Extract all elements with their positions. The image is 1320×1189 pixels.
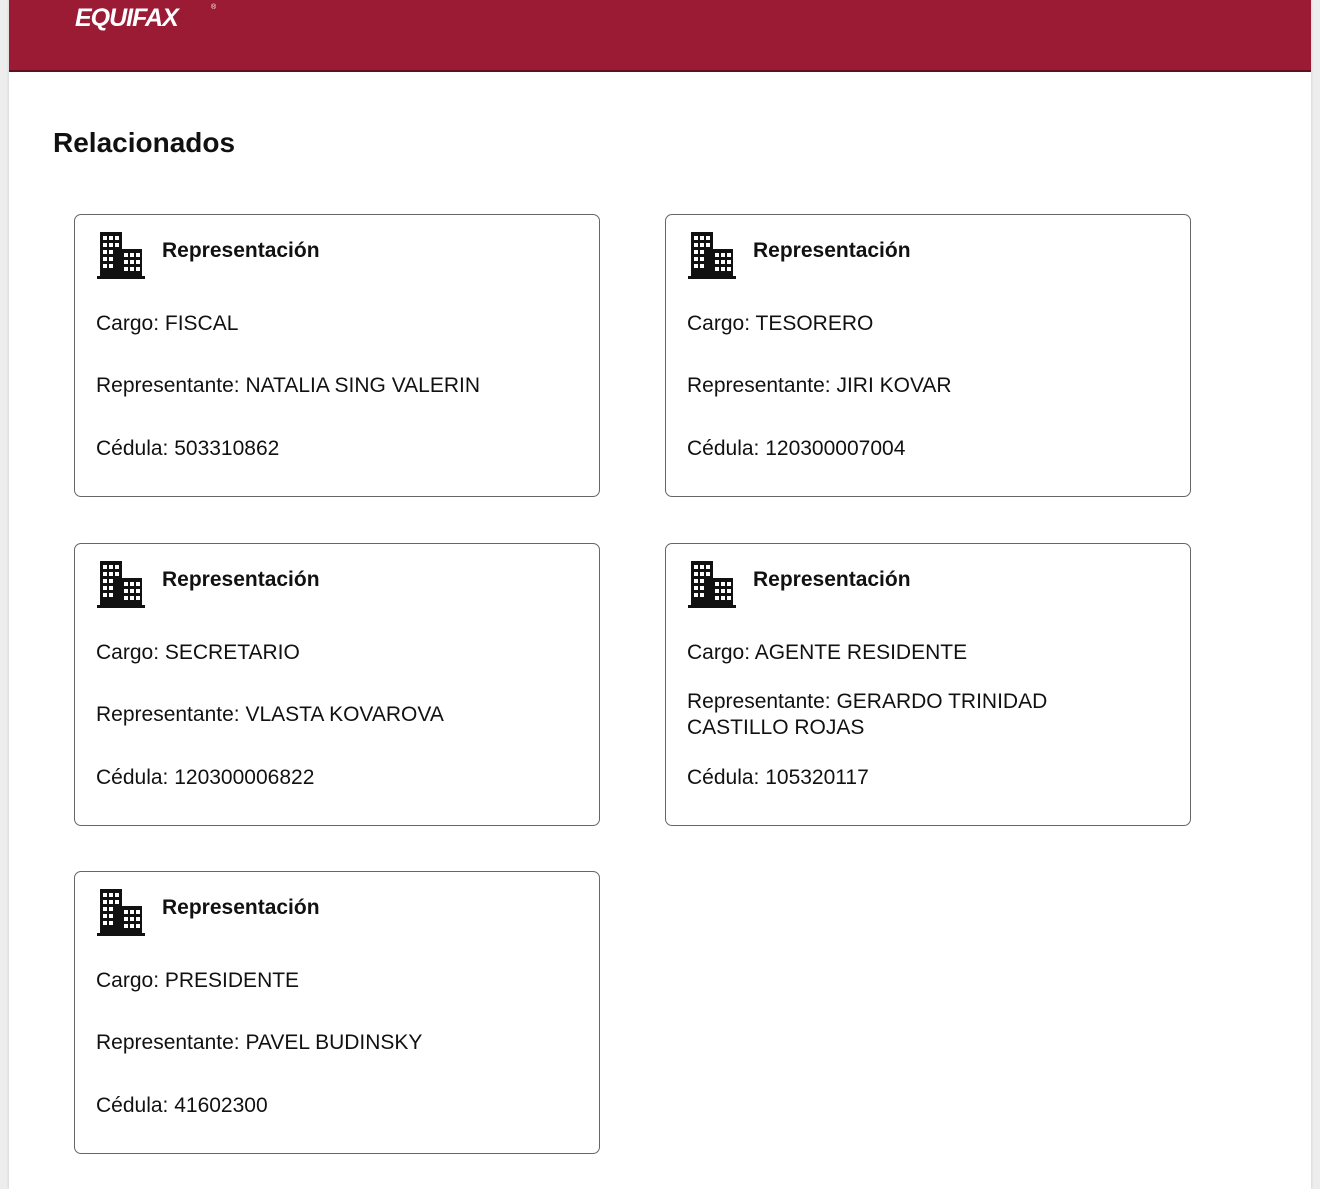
cedula-line: [96, 436, 576, 462]
representante-label: Representante:: [96, 1031, 246, 1054]
cargo-line: [96, 311, 576, 337]
cargo-value: SECRETARIO: [164, 641, 300, 664]
cargo-label: Cargo:: [96, 969, 165, 992]
representante-line: [687, 373, 1167, 399]
cargo-value: TESORERO: [755, 312, 874, 335]
cargo-line: [687, 311, 1167, 337]
representante-line: [96, 1030, 576, 1056]
building-icon: [96, 559, 146, 609]
related-card: [74, 871, 600, 1154]
representante-value: NATALIA SING VALERIN: [245, 374, 481, 397]
card-title: Representación: [753, 568, 911, 591]
cedula-label: Cédula:: [687, 437, 766, 460]
related-card: [665, 543, 1191, 826]
related-card: [74, 543, 600, 826]
representante-value: GERARDO TRINIDAD CASTILLO ROJAS: [687, 690, 1048, 739]
building-icon: [687, 230, 737, 280]
cedula-line: [96, 765, 576, 791]
representante-value: JIRI KOVAR: [836, 374, 952, 397]
section-title: Relacionados: [53, 127, 236, 158]
cargo-label: Cargo:: [96, 312, 165, 335]
cargo-value: FISCAL: [164, 312, 239, 335]
building-icon: [96, 230, 146, 280]
representante-label: Representante:: [96, 374, 246, 397]
representante-value: VLASTA KOVAROVA: [245, 703, 444, 726]
cedula-line: [96, 1093, 576, 1119]
representante-line: [96, 702, 576, 728]
cargo-line: [96, 640, 576, 666]
cargo-label: Cargo:: [687, 312, 756, 335]
representante-label: Representante:: [687, 374, 837, 397]
card-header: [96, 886, 320, 938]
cedula-label: Cédula:: [96, 766, 175, 789]
cedula-value: 41602300: [174, 1094, 268, 1117]
registered-mark: ®: [211, 4, 217, 11]
building-icon: [687, 559, 737, 609]
representante-value: PAVEL BUDINSKY: [245, 1031, 423, 1054]
card-header: [687, 229, 911, 281]
header-bar: [9, 0, 1311, 72]
representante-label: Representante:: [687, 690, 837, 713]
cedula-label: Cédula:: [96, 437, 175, 460]
card-header: [96, 558, 320, 610]
cargo-label: Cargo:: [687, 641, 755, 664]
cedula-value: 120300006822: [174, 766, 315, 789]
cedula-line: [687, 765, 1167, 791]
cargo-label: Cargo:: [96, 641, 165, 664]
building-icon: [96, 887, 146, 937]
card-header: [96, 229, 320, 281]
cedula-value: 105320117: [765, 766, 869, 789]
card-title: Representación: [162, 896, 320, 919]
cedula-value: 503310862: [174, 437, 280, 460]
cargo-value: PRESIDENTE: [164, 969, 300, 992]
cargo-line: [96, 968, 576, 994]
representante-line: [687, 689, 1087, 741]
card-title: Representación: [162, 568, 320, 591]
cedula-label: Cédula:: [96, 1094, 175, 1117]
card-title: Representación: [162, 239, 320, 262]
representante-line: [96, 373, 576, 399]
cargo-line: [687, 640, 1167, 666]
equifax-logo: EQUIFAX: [75, 4, 178, 32]
representante-label: Representante:: [96, 703, 246, 726]
card-header: [687, 558, 911, 610]
related-card: [665, 214, 1191, 497]
cedula-value: 120300007004: [765, 437, 906, 460]
related-card: [74, 214, 600, 497]
card-title: Representación: [753, 239, 911, 262]
report-page: [9, 0, 1311, 1189]
cedula-line: [687, 436, 1167, 462]
cargo-value: AGENTE RESIDENTE: [754, 641, 968, 664]
cedula-label: Cédula:: [687, 766, 766, 789]
